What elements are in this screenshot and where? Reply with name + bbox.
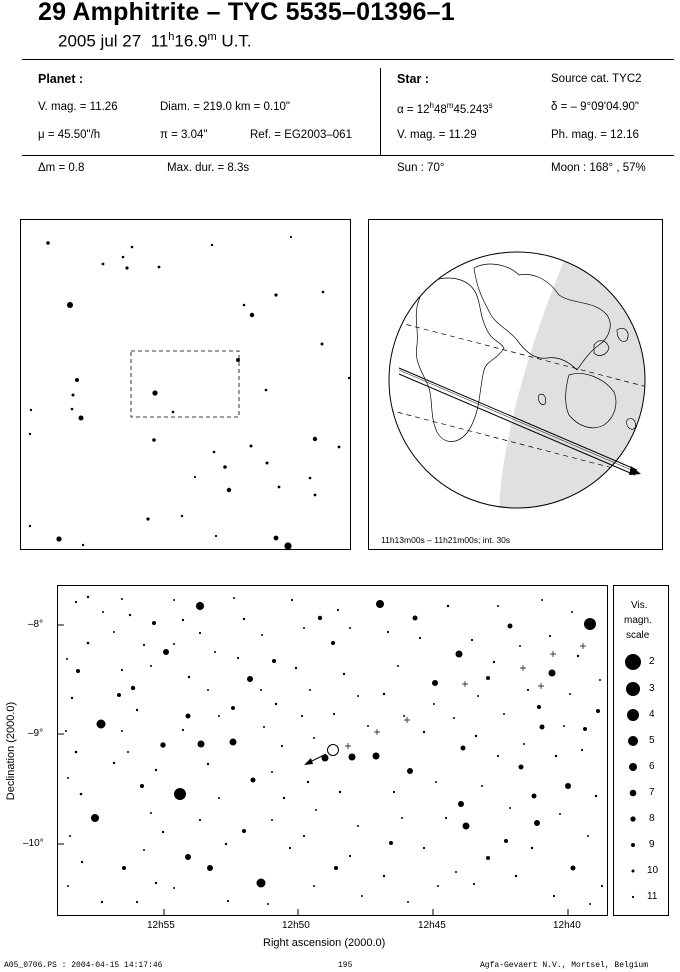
footer-file-info: A05_0706.PS : 2004-04-15 14:17:46: [4, 961, 163, 970]
scale-title-line1: Vis.: [631, 600, 648, 611]
cross-markers: [345, 643, 586, 749]
finder-stars: [29, 236, 350, 549]
scale-dot-7: [630, 790, 637, 797]
scale-dot-8: [630, 816, 635, 821]
planet-diameter: Diam. = 219.0 km = 0.10": [160, 101, 291, 113]
star-chart: [57, 585, 608, 916]
ytick-8: –8°: [28, 619, 44, 630]
scale-title-line3: scale: [626, 630, 650, 641]
minute-unit: m: [207, 31, 217, 43]
event-hour: 11: [150, 31, 169, 51]
scale-dot-5: [628, 736, 638, 746]
scale-dots: [614, 586, 668, 915]
ytick-9: –9°: [28, 728, 44, 739]
scale-label-10: 10: [647, 865, 659, 876]
header-column-divider: [380, 68, 381, 155]
xtick-12h45: 12h45: [418, 920, 446, 931]
scale-label-6: 6: [649, 761, 655, 772]
star-heading: Star :: [397, 72, 429, 86]
scale-label-8: 8: [649, 813, 655, 824]
planet-heading: Planet :: [38, 72, 84, 86]
scale-dot-9: [631, 843, 635, 847]
star-vmag: V. mag. = 11.29: [397, 129, 477, 141]
shadow-direction-arrow: [629, 466, 641, 475]
bright-stars: [76, 600, 600, 888]
asteroid-motion-arrow: [304, 758, 313, 765]
star-source-catalog: Source cat. TYC2: [551, 73, 642, 85]
sun-elongation: Sun : 70°: [397, 162, 445, 174]
scale-label-5: 5: [649, 735, 655, 746]
event-datetime: [58, 31, 252, 52]
star-chart-ticks: [58, 625, 568, 915]
hour-unit: h: [168, 31, 175, 43]
finder-chart: [20, 219, 351, 550]
footer-organization: Agfa-Gevaert N.V., Mortsel, Belgium: [480, 961, 649, 970]
scale-label-3: 3: [649, 683, 655, 694]
scale-dot-2: [625, 654, 641, 670]
moon-info: Moon : 168° , 57%: [551, 162, 646, 174]
planet-parallax: π = 3.04": [160, 129, 208, 141]
xtick-12h40: 12h40: [553, 920, 581, 931]
time-system: U.T.: [221, 31, 252, 51]
scale-title-line2: magn.: [624, 615, 652, 626]
scale-label-2: 2: [649, 656, 655, 667]
footer-page-number: 195: [338, 961, 353, 970]
globe-caption: 11h13m00s – 11h21m00s; int. 30s: [381, 535, 511, 545]
declination-axis-label: Declination (2000.0): [5, 701, 17, 801]
event-minute: 16.9: [174, 31, 208, 51]
scale-label-11: 11: [647, 891, 658, 902]
xtick-12h50: 12h50: [282, 920, 310, 931]
event-date: 2005 jul 27: [58, 31, 142, 51]
planet-vmag: V. mag. = 11.26: [38, 101, 118, 113]
occultation-globe-panel: [368, 219, 663, 550]
scale-dot-4: [627, 709, 639, 721]
scale-dot-3: [626, 682, 640, 696]
finder-detail-frame: [131, 351, 239, 417]
page-title: 29 Amphitrite – TYC 5535–01396–1: [38, 0, 455, 26]
star-declination: δ = – 9°09'04.90": [551, 101, 639, 113]
scale-label-9: 9: [649, 839, 655, 850]
scale-label-4: 4: [649, 709, 655, 720]
scale-label-7: 7: [649, 787, 655, 798]
scale-dot-10: [632, 870, 635, 873]
scale-dot-11: [632, 896, 634, 898]
scale-dot-6: [629, 763, 637, 771]
planet-motion: μ = 45.50"/h: [38, 129, 101, 141]
finder-chart-svg: [21, 220, 350, 549]
star-photo-mag: Ph. mag. = 12.16: [551, 129, 639, 141]
right-ascension-axis-label: Right ascension (2000.0): [263, 937, 386, 949]
planet-reference: Ref. = EG2003–061: [250, 129, 352, 141]
magnitude-scale-legend: [613, 585, 669, 916]
header-bottom-rule: [22, 155, 674, 156]
star-chart-svg: [58, 586, 607, 915]
ytick-10: –10°: [23, 838, 44, 849]
header-top-rule: [22, 59, 674, 60]
xtick-12h55: 12h55: [147, 920, 175, 931]
target-star-marker: [328, 745, 339, 756]
star-right-ascension: $\alpha = 12^h48^m45.243^s$: [397, 101, 493, 116]
delta-magnitude: Δm = 0.8: [38, 162, 85, 174]
occultation-globe-svg: [369, 220, 662, 549]
max-duration: Max. dur. = 8.3s: [167, 162, 250, 174]
